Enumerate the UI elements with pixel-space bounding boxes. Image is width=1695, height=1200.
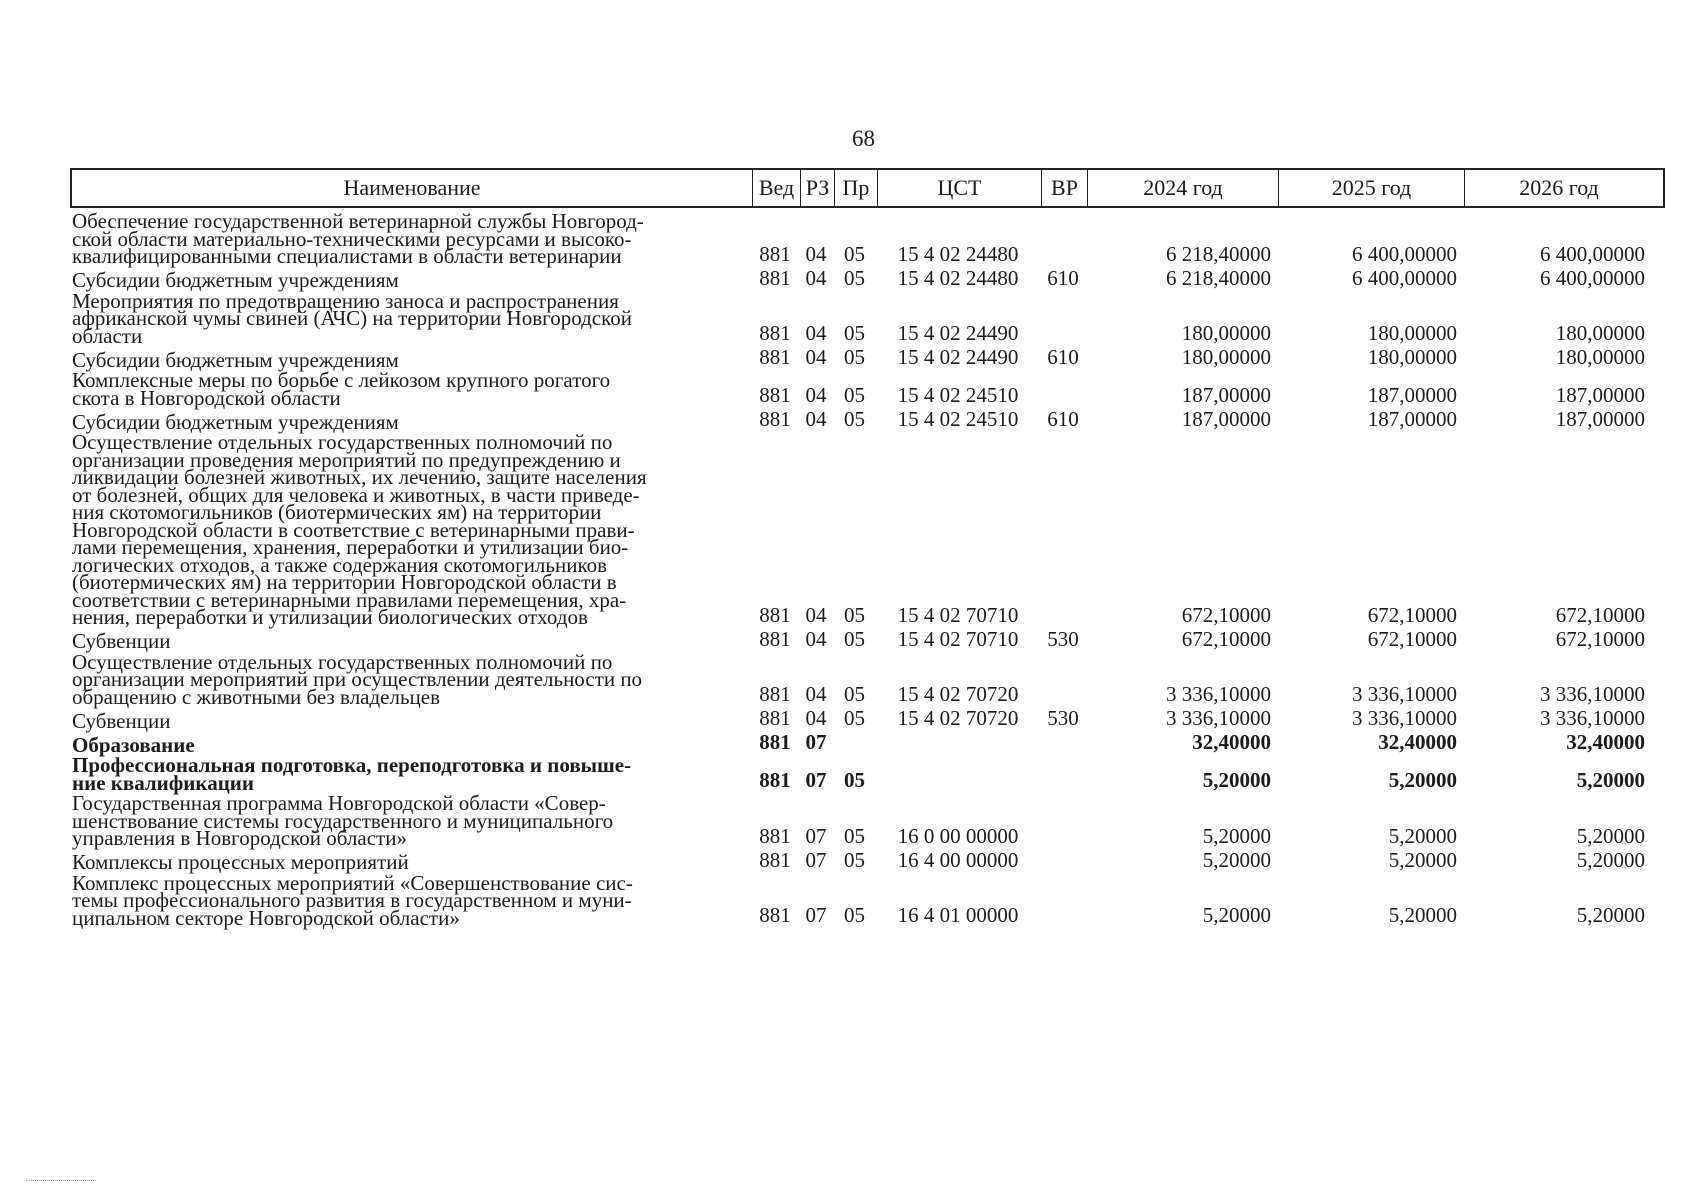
table-body	[70, 209, 1665, 930]
cell-pr: 05	[844, 626, 865, 651]
cell-pr: 05	[844, 823, 865, 848]
cell-y2025: 187,00000	[1367, 383, 1457, 407]
cell-cst: 15 4 02 24490	[897, 321, 1019, 345]
cell-pr: 05	[844, 602, 865, 627]
header-col-rz: РЗ	[801, 170, 835, 206]
budget-table	[70, 168, 1665, 930]
cell-y2024: 3 336,10000	[1166, 682, 1271, 706]
cell-cst: 15 4 02 70720	[897, 706, 1019, 730]
cell-ved: 881	[759, 706, 791, 730]
cell-rz: 07	[805, 847, 827, 872]
cell-y2026: 672,10000	[1555, 626, 1645, 651]
cell-y2024: 180,00000	[1181, 345, 1271, 369]
cell-cst: 15 4 02 24480	[897, 265, 1019, 290]
cell-ved: 881	[759, 823, 791, 848]
table-row	[70, 290, 1665, 346]
cell-y2026: 180,00000	[1555, 321, 1645, 345]
cell-y2026: 180,00000	[1555, 345, 1645, 369]
cell-y2026: 187,00000	[1555, 407, 1645, 431]
row-name: Субвенции	[72, 629, 171, 653]
cell-vr: 610	[1047, 345, 1079, 369]
cell-rz: 07	[805, 903, 827, 927]
header-col-ved: Вед	[753, 170, 801, 206]
cell-ved: 881	[759, 345, 791, 369]
row-name: Субсидии бюджетным учреждениям	[72, 268, 399, 292]
cell-y2026: 6 400,00000	[1540, 265, 1645, 290]
cell-ved: 881	[759, 383, 791, 407]
cell-y2026: 6 400,00000	[1540, 241, 1645, 266]
table-row	[70, 753, 1665, 795]
cell-rz: 04	[805, 345, 827, 369]
cell-y2024: 6 218,40000	[1166, 265, 1271, 290]
table-row	[70, 431, 1665, 627]
cell-pr: 05	[844, 241, 865, 266]
header-col-2025: 2025 год	[1279, 170, 1465, 206]
cell-y2026: 3 336,10000	[1540, 706, 1645, 730]
table-row	[70, 627, 1665, 651]
cell-ved: 881	[759, 847, 791, 872]
cell-y2025: 6 400,00000	[1352, 241, 1457, 266]
header-col-pr: Пр	[835, 170, 878, 206]
cell-cst: 15 4 02 24510	[897, 407, 1019, 431]
cell-ved: 881	[759, 407, 791, 431]
cell-y2024: 3 336,10000	[1166, 706, 1271, 730]
cell-y2026: 5,20000	[1576, 768, 1645, 792]
cell-y2024: 5,20000	[1202, 768, 1271, 792]
cell-y2025: 3 336,10000	[1352, 706, 1457, 730]
cell-y2024: 32,40000	[1192, 730, 1271, 754]
cell-y2024: 187,00000	[1181, 383, 1271, 407]
cell-y2024: 5,20000	[1202, 823, 1271, 848]
cell-y2026: 672,10000	[1555, 602, 1645, 627]
table-row	[70, 651, 1665, 707]
cell-pr: 05	[844, 383, 865, 407]
cell-pr: 05	[844, 706, 865, 730]
row-name: Обеспечение государственной ветеринарной службы Новгород- ской области материально-техническими ресурсами и высоко- квалифицированными специалистами в области ветеринарии	[72, 209, 644, 268]
cell-pr: 05	[844, 407, 865, 431]
cell-rz: 07	[805, 730, 827, 754]
row-name: Субвенции	[72, 708, 171, 733]
cell-vr: 610	[1047, 407, 1079, 431]
cell-pr: 05	[844, 682, 865, 706]
cell-y2026: 32,40000	[1566, 730, 1645, 754]
cell-y2024: 6 218,40000	[1166, 241, 1271, 266]
header-col-cst: ЦСТ	[878, 170, 1042, 206]
cell-y2025: 5,20000	[1388, 847, 1457, 872]
cell-rz: 04	[805, 682, 827, 706]
row-name: Комплекс процессных мероприятий «Совершенствование сис- темы профессионального развития в государственном и муни- ципальном секторе Новгородской области»	[72, 870, 633, 930]
page-number: 68	[852, 126, 875, 151]
cell-rz: 04	[805, 383, 827, 407]
cell-ved: 881	[759, 241, 791, 266]
table-row	[70, 848, 1665, 872]
cell-rz: 04	[805, 321, 827, 345]
cell-pr: 05	[844, 265, 865, 290]
cell-rz: 04	[805, 265, 827, 290]
cell-y2026: 3 336,10000	[1540, 682, 1645, 706]
header-col-vr: ВР	[1042, 170, 1088, 206]
table-row	[70, 730, 1665, 757]
cell-ved: 881	[759, 682, 791, 706]
cell-cst: 15 4 02 70710	[897, 602, 1019, 627]
cell-y2026: 5,20000	[1576, 823, 1645, 848]
row-name: Субсидии бюджетным учреждениям	[72, 347, 399, 372]
row-name: Образование	[72, 732, 195, 757]
header-col-name: Наименование	[72, 170, 753, 206]
cell-y2026: 5,20000	[1576, 847, 1645, 872]
cell-y2025: 5,20000	[1388, 768, 1457, 792]
cell-y2024: 187,00000	[1181, 407, 1271, 431]
cell-pr: 05	[844, 321, 865, 345]
cell-rz: 04	[805, 706, 827, 730]
row-name: Государственная программа Новгородской области «Совер- шенствование системы государственного и муниципального управления в Новгородской области»	[72, 791, 614, 850]
cell-cst: 15 4 02 24510	[897, 383, 1019, 407]
cell-cst: 16 4 01 00000	[897, 903, 1019, 927]
table-row	[70, 407, 1665, 434]
row-name: Субсидии бюджетным учреждениям	[72, 409, 399, 434]
cell-ved: 881	[759, 265, 791, 290]
table-row	[70, 345, 1665, 372]
table-row	[70, 266, 1665, 290]
cell-ved: 881	[759, 903, 791, 927]
cell-cst: 16 0 00 00000	[897, 823, 1019, 848]
cell-pr: 05	[844, 903, 865, 927]
cell-y2024: 5,20000	[1202, 847, 1271, 872]
header-col-2026: 2026 год	[1519, 175, 1599, 200]
cell-rz: 04	[805, 407, 827, 431]
table-row	[70, 368, 1665, 410]
cell-y2026: 187,00000	[1555, 383, 1645, 407]
cell-pr: 05	[844, 768, 865, 792]
row-name: Осуществление отдельных государственных полномочий по организации мероприятий при осуществлении деятельности по обращению с животными без владельцев	[72, 649, 643, 709]
cell-cst: 15 4 02 70720	[897, 682, 1019, 706]
cell-vr: 530	[1047, 706, 1079, 730]
cell-ved: 881	[759, 321, 791, 345]
cell-y2025: 5,20000	[1388, 823, 1457, 848]
table-row	[70, 792, 1665, 848]
cell-pr: 05	[844, 847, 865, 872]
cell-y2025: 672,10000	[1367, 626, 1457, 651]
cell-cst: 15 4 02 24480	[897, 241, 1019, 266]
cell-y2024: 5,20000	[1202, 903, 1271, 927]
cell-vr: 530	[1047, 626, 1079, 651]
cell-cst: 15 4 02 70710	[897, 626, 1019, 651]
cell-cst: 16 4 00 00000	[897, 847, 1019, 872]
cell-ved: 881	[759, 730, 791, 754]
cell-y2024: 180,00000	[1181, 321, 1271, 345]
row-name: Комплексные меры по борьбе с лейкозом крупного рогатого скота в Новгородской области	[72, 368, 611, 410]
cell-rz: 04	[805, 626, 827, 651]
cell-y2024: 672,10000	[1181, 626, 1271, 651]
cell-y2025: 672,10000	[1367, 602, 1457, 627]
row-name: Комплексы процессных мероприятий	[72, 850, 409, 874]
cell-y2024: 672,10000	[1181, 602, 1271, 627]
cell-rz: 04	[805, 241, 827, 266]
cell-y2025: 180,00000	[1367, 345, 1457, 369]
row-name: Мероприятия по предотвращению заноса и распространения африканской чумы свиней (АЧС) на территории Новгородской области	[72, 288, 632, 348]
cell-y2025: 180,00000	[1367, 321, 1457, 345]
table-row	[70, 872, 1665, 928]
table-header	[70, 168, 1665, 208]
cell-y2025: 3 336,10000	[1352, 682, 1457, 706]
cell-ved: 881	[759, 602, 791, 627]
cell-ved: 881	[759, 626, 791, 651]
cell-y2025: 32,40000	[1378, 730, 1457, 754]
row-name: Осуществление отдельных государственных полномочий по организации проведения мероприятий по предупреждению и ликвидации болезней животных, их лечению, защите населения от болезней, общих для человека и животных, в части приведе- ния скотомогильников (биотермических ям) на территории Новгородской области в соответствие с ветеринарными прави- лами перемещения, хранения, переработки и утилизации био- логических отходов, а также содержания скотомогильников (биотермических ям) на территории Новгородской области в соответствии с ветеринарными правилами перемещения, хра- нения, переработки и утилизации биологических отходов	[72, 430, 647, 629]
cell-y2025: 5,20000	[1388, 903, 1457, 927]
cell-cst: 15 4 02 24490	[897, 345, 1019, 369]
table-row	[70, 210, 1665, 266]
table-row	[70, 706, 1665, 733]
cell-ved: 881	[759, 768, 791, 792]
cell-vr: 610	[1047, 265, 1079, 290]
footer-mark	[26, 1180, 96, 1181]
cell-y2026: 5,20000	[1576, 903, 1645, 927]
cell-y2025: 187,00000	[1367, 407, 1457, 431]
cell-pr: 05	[844, 345, 865, 369]
cell-rz: 07	[805, 768, 827, 792]
cell-rz: 07	[805, 823, 827, 848]
row-name: Профессиональная подготовка, переподготовка и повыше- ние квалификации	[72, 753, 632, 795]
cell-y2025: 6 400,00000	[1352, 265, 1457, 290]
header-col-2024: 2024 год	[1088, 170, 1279, 206]
cell-rz: 04	[805, 602, 827, 627]
